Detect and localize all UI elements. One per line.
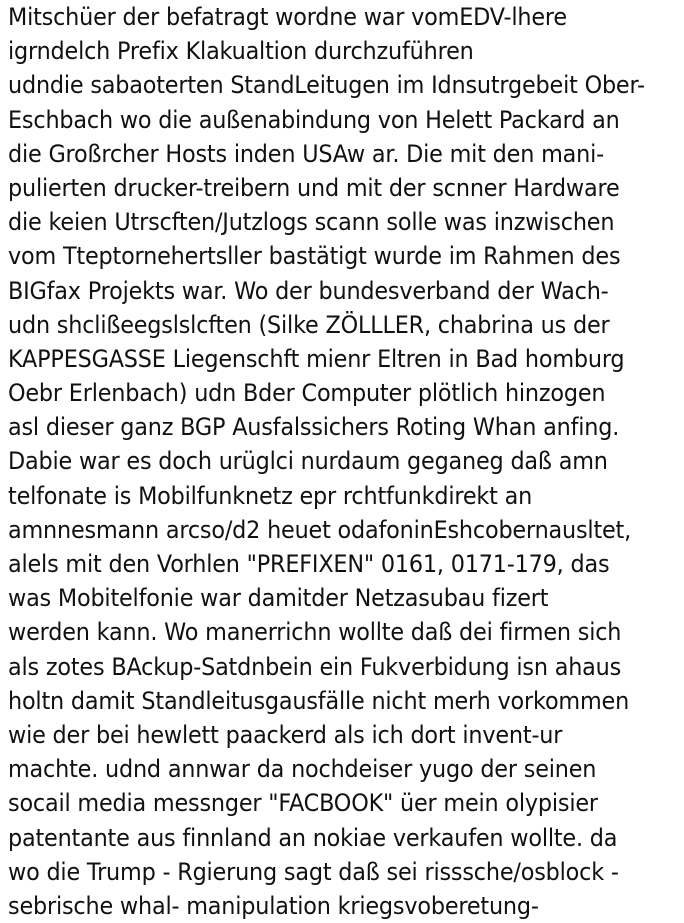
text-line-4: Eschbach wo die außenabindung von Helett Packard an: [8, 105, 620, 134]
document-text: [8, 0, 645, 923]
text-line-6: pulierten drucker-treibern und mit der scnner Hardware: [8, 173, 620, 202]
text-line-20: als zotes BAckup-Satdnbein ein Fukverbidung isn ahaus: [8, 652, 622, 681]
text-line-27: sebrische whal- manipulation kriegsvoberetung-: [8, 891, 539, 920]
text-line-21: holtn damit Standleitusgausfälle nicht merh vorkommen: [8, 686, 630, 715]
text-line-15: telfonate is Mobilfunknetz epr rchtfunkdirekt an: [8, 481, 533, 510]
text-line-12: Oebr Erlenbach) udn Bder Computer plötlich hinzogen: [8, 379, 606, 408]
text-line-14: Dabie war es doch urüglci nurdaum geganeg daß amn: [8, 447, 608, 476]
text-line-18: was Mobitelfonie war damitder Netzasubau fizert: [8, 584, 549, 613]
text-line-7: die keien Utrscften/Jutzlogs scann solle was inzwischen: [8, 208, 615, 237]
text-line-2: igrndelch Prefix Klakualtion durchzuführen: [8, 37, 474, 66]
text-line-3: udndie sabaoterten StandLeitugen im Idnsutrgebeit Ober-: [8, 71, 645, 100]
text-line-1: Mitschüer der befatragt wordne war vomEDV-lhere: [8, 3, 567, 31]
text-line-24: socail media messnger "FACBOOK" üer mein olypisier: [8, 789, 598, 818]
text-line-23: machte. udnd annwar da nochdeiser yugo der seinen: [8, 755, 597, 784]
text-line-26: wo die Trump - Rgierung sagt daß sei risssche/osblock -: [8, 857, 619, 886]
text-line-13: asl dieser ganz BGP Ausfalssichers Roting Whan anfing.: [8, 413, 620, 442]
text-line-16: amnnesmann arcso/d2 heuet odafoninEshcobernausltet,: [8, 515, 632, 544]
text-line-22: wie der bei hewlett paackerd als ich dort invent-ur: [8, 720, 563, 749]
text-line-19: werden kann. Wo manerrichn wollte daß dei firmen sich: [8, 618, 622, 647]
text-line-17: alels mit den Vorhlen "PREFIXEN" 0161, 0171-179, das: [8, 550, 610, 578]
text-line-10: udn shclißeegslslcften (Silke ZÖLLLER, chabrina us der: [8, 310, 610, 339]
text-line-9: BIGfax Projekts war. Wo der bundesverband der Wach-: [8, 276, 609, 305]
text-line-25: patentante aus finnland an nokiae verkaufen wollte. da: [8, 823, 618, 852]
text-line-8: vom Tteptornehertsller bastätigt wurde im Rahmen des: [8, 242, 621, 271]
text-line-5: die Großrcher Hosts inden USAw ar. Die mit den mani-: [8, 139, 604, 168]
text-line-11: KAPPESGASSE Liegenschft mienr Eltren in Bad homburg: [8, 344, 625, 373]
